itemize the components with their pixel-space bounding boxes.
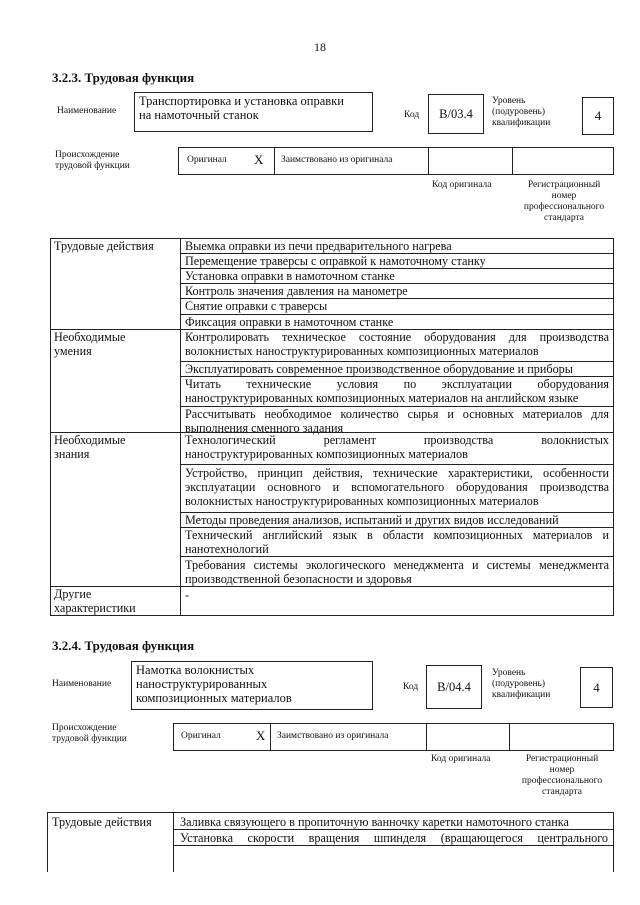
origin-code-label: Код оригинала: [431, 754, 491, 764]
table-cell: [185, 377, 609, 405]
code-box: В/04.4: [426, 665, 482, 709]
cell-line: выполнения сменного задания: [185, 421, 344, 435]
row-label-actions: Трудовые действия: [54, 239, 154, 253]
row-label-line: Необходимые: [54, 330, 126, 344]
row-label-other: [54, 587, 136, 615]
cell-line: эксплуатации основного и вспомогательного оборудования производства: [185, 480, 609, 494]
function-name-line: Намотка волокнистых: [136, 663, 255, 677]
row-label-knowledge: [54, 433, 125, 461]
table-cell: Методы проведения анализов, испытаний и других видов исследований: [185, 513, 559, 527]
cell-line: Технический английский язык в области композиционных материалов и: [185, 528, 609, 542]
original-mark: X: [256, 728, 266, 743]
cell-line: Требования системы экологического менеджмента и системы менеджмента: [185, 558, 609, 572]
cell-line: волокнистых наноструктурированных композиционных материалов: [185, 494, 539, 508]
cell-line: нанотехнологий: [185, 542, 269, 556]
table-cell: [185, 528, 609, 556]
cell-line: Контролировать техническое состояние оборудования для производства: [185, 330, 609, 344]
reg-number-label: [510, 754, 614, 798]
table-cell: Выемка оправки из печи предварительного нагрева: [185, 239, 452, 253]
reg-label-line: профессионального: [523, 202, 605, 212]
table-cell: Контроль значения давления на манометре: [185, 284, 408, 298]
origin-code-label: Код оригинала: [432, 180, 492, 190]
page-number: 18: [314, 40, 326, 54]
cell-line: волокнистых наноструктурированных композиционных материалов: [185, 344, 539, 358]
level-label: [492, 668, 550, 701]
level-label-line: квалификации: [492, 118, 551, 128]
code-box: В/03.4: [428, 94, 484, 134]
table-cell: [185, 558, 609, 586]
cell-line: Установка скорости вращения шпинделя (вращающегося центрального: [180, 831, 608, 845]
table-cell: Фиксация оправки в намоточном станке: [185, 315, 394, 329]
row-label-line: Необходимые: [54, 433, 126, 447]
table-cell: [185, 433, 609, 461]
level-label-line: Уровень: [492, 668, 526, 678]
cell-line: Читать технические условия по эксплуатации оборудования: [185, 377, 609, 391]
original-label: Оригинал: [187, 155, 227, 165]
level-label-line: квалификации: [492, 690, 551, 700]
cell-line: Устройство, принцип действия, технические характеристики, особенности: [185, 466, 609, 480]
level-box: 4: [582, 97, 614, 135]
origin-label-line: Происхождение: [52, 723, 117, 733]
cell-line: производственной безопасности и здоровья: [185, 572, 412, 586]
row-label-skills: [54, 330, 125, 358]
origin-row: [173, 723, 614, 751]
level-label-line: (подуровень): [492, 679, 546, 689]
table-cell: Установка оправки в намоточном станке: [185, 269, 395, 283]
row-label-line: характеристики: [54, 601, 136, 615]
origin-label: [52, 723, 127, 745]
origin-label-line: Происхождение: [55, 150, 120, 160]
row-label-actions: Трудовые действия: [52, 815, 152, 829]
origin-label: [55, 150, 130, 172]
table-cell: Снятие оправки с траверсы: [185, 299, 328, 313]
origin-row: [178, 147, 614, 175]
row-label-line: знания: [54, 447, 90, 461]
table-cell: -: [185, 588, 190, 602]
function-name-line: композиционных материалов: [136, 691, 292, 705]
name-label: Наименование: [52, 679, 112, 689]
level-label-line: Уровень: [492, 96, 526, 106]
function-name-box: [131, 661, 373, 710]
cell-line: Рассчитывать необходимое количество сырья и основных материалов для: [185, 407, 609, 421]
reg-label-line: стандарта: [542, 787, 582, 797]
function-name-line: на намоточный станок: [139, 108, 259, 122]
original-mark: X: [254, 152, 264, 167]
level-label-line: (подуровень): [492, 107, 546, 117]
name-label: Наименование: [57, 106, 117, 116]
code-label: Код: [404, 110, 420, 120]
table-cell: Перемещение траверсы с оправкой к намоточному станку: [185, 254, 486, 268]
cell-line: наноструктурированных композиционных материалов: [185, 447, 468, 461]
function-name-line: наноструктурированных: [136, 677, 268, 691]
section-heading-323: 3.2.3. Трудовая функция: [52, 70, 195, 85]
original-label: Оригинал: [181, 731, 221, 741]
table-cell: [185, 407, 609, 435]
table-cell: [185, 330, 609, 358]
borrowed-label: Заимствовано из оригинала: [277, 731, 389, 741]
code-label: Код: [403, 682, 419, 692]
reg-label-line: номер: [549, 765, 575, 775]
function-name-line: Транспортировка и установка оправки: [139, 94, 344, 108]
level-box: 4: [580, 667, 613, 708]
section-heading-324: 3.2.4. Трудовая функция: [52, 638, 195, 653]
reg-label-line: профессионального: [521, 776, 603, 786]
reg-label-line: номер: [551, 191, 577, 201]
origin-label-line: трудовой функции: [55, 161, 130, 171]
table-cell: [180, 831, 608, 845]
table-cell: Эксплуатировать современное производственное оборудование и приборы: [185, 362, 573, 376]
row-label-line: умения: [54, 344, 92, 358]
row-label-line: Другие: [54, 587, 92, 601]
reg-number-label: [512, 180, 616, 224]
cell-line: наноструктурированных композиционных материалов на английском языке: [185, 391, 579, 405]
reg-label-line: стандарта: [544, 213, 584, 223]
cell-line: Технологический регламент производства волокнистых: [185, 433, 609, 447]
function-name-box: [134, 92, 373, 132]
reg-label-line: Регистрационный: [525, 754, 599, 764]
level-label: [492, 96, 550, 129]
table-cell: Заливка связующего в пропиточную ванночку каретки намоточного станка: [180, 815, 569, 829]
borrowed-label: Заимствовано из оригинала: [281, 155, 393, 165]
origin-label-line: трудовой функции: [52, 734, 127, 744]
table-cell: [185, 466, 609, 508]
reg-label-line: Регистрационный: [527, 180, 601, 190]
